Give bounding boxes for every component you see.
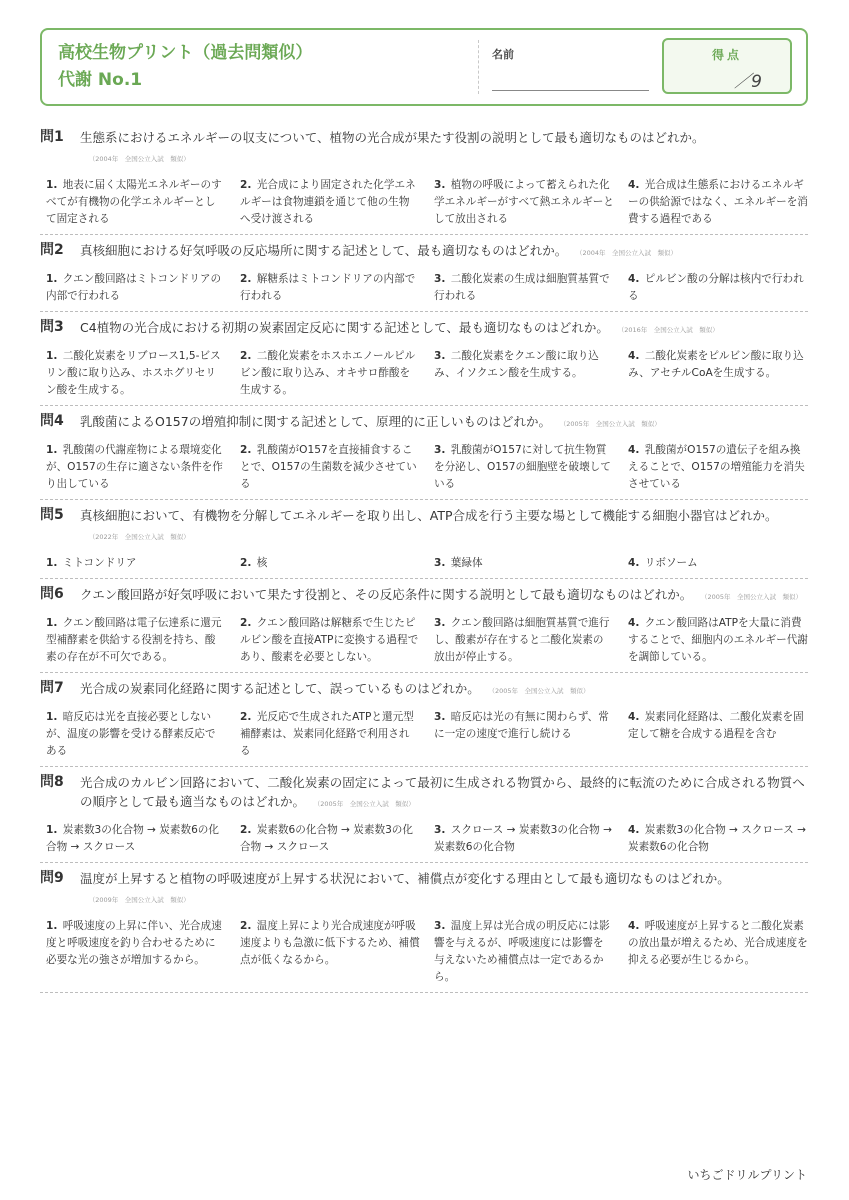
choice-number: 4. bbox=[628, 711, 640, 723]
choice-number: 2. bbox=[240, 444, 252, 456]
choice-option[interactable] bbox=[428, 348, 614, 399]
choice-text: 解糖系はミトコンドリアの内部で行われる bbox=[240, 273, 416, 302]
choice-option[interactable] bbox=[234, 918, 420, 986]
choice-option[interactable] bbox=[622, 442, 808, 493]
question-2 bbox=[40, 235, 808, 312]
choice-option[interactable] bbox=[428, 822, 614, 856]
choice-text: 乳酸菌がO157の遺伝子を組み換えることで、O157の増殖能力を消失させている bbox=[628, 444, 805, 490]
question-7 bbox=[40, 673, 808, 767]
title-block bbox=[58, 40, 312, 94]
question-stem bbox=[40, 679, 808, 701]
question-stem bbox=[40, 318, 808, 340]
choice-option[interactable] bbox=[234, 348, 420, 399]
question-number: 問9 bbox=[40, 870, 64, 886]
choice-text: 炭素同化経路は、二酸化炭素を固定して糖を合成する過程を含む bbox=[628, 711, 804, 740]
choice-text: 炭素数3の化合物 → スクロース → 炭素数6の化合物 bbox=[628, 824, 806, 853]
name-field[interactable] bbox=[492, 90, 649, 91]
question-source: （2004年 全国公立入試 類似） bbox=[579, 249, 678, 257]
choice-option[interactable] bbox=[40, 348, 226, 399]
choice-number: 3. bbox=[434, 273, 446, 285]
question-source: （2022年 全国公立入試 類似） bbox=[92, 533, 190, 541]
choice-option[interactable] bbox=[40, 177, 226, 228]
choice-text: スクロース → 炭素数3の化合物 → 炭素数6の化合物 bbox=[434, 824, 612, 853]
choice-number: 3. bbox=[434, 350, 446, 362]
choice-text: 二酸化炭素をピルビン酸に取り込み、アセチルCoAを生成する。 bbox=[628, 350, 804, 379]
choice-number: 1. bbox=[46, 920, 58, 932]
question-text: 光合成のカルビン回路において、二酸化炭素の固定によって最初に生成される物質から、最終的に転流のために合成される物質への順序として最も適当なものはどれか。 bbox=[80, 775, 805, 809]
choice-option[interactable] bbox=[622, 709, 808, 760]
choice-text: 乳酸菌がO157を直接捕食することで、O157の生菌数を減少させている bbox=[240, 444, 417, 490]
choice-option[interactable] bbox=[234, 442, 420, 493]
choice-number: 1. bbox=[46, 824, 58, 836]
choice-list bbox=[40, 348, 808, 399]
question-stem bbox=[40, 506, 808, 547]
choice-text: 核 bbox=[256, 557, 268, 569]
question-text: 乳酸菌によるO157の増殖抑制に関する記述として、原理的に正しいものはどれか。 bbox=[80, 414, 551, 429]
worksheet-subtitle: 代謝 No.1 bbox=[58, 70, 143, 90]
question-1 bbox=[40, 122, 808, 235]
choice-list bbox=[40, 442, 808, 493]
choice-number: 4. bbox=[628, 824, 640, 836]
question-stem bbox=[40, 412, 808, 434]
choice-text: 光合成により固定された化学エネルギーは食物連鎖を通じて他の生物へ受け渡される bbox=[240, 179, 416, 225]
choice-number: 4. bbox=[628, 557, 640, 569]
choice-number: 3. bbox=[434, 617, 446, 629]
choice-text: 二酸化炭素をホスホエノールピルビン酸に取り込み、オキサロ酢酸を生成する。 bbox=[240, 350, 416, 396]
question-source: （2005年 全国公立入試 類似） bbox=[562, 420, 661, 428]
choice-number: 3. bbox=[434, 444, 446, 456]
choice-option[interactable] bbox=[40, 442, 226, 493]
question-9 bbox=[40, 863, 808, 993]
choice-text: ピルビン酸の分解は核内で行われる bbox=[628, 273, 804, 302]
choice-text: 炭素数3の化合物 → 炭素数6の化合物 → スクロース bbox=[46, 824, 219, 853]
choice-option[interactable] bbox=[428, 177, 614, 228]
question-stem bbox=[40, 241, 808, 263]
question-text: C4植物の光合成における初期の炭素固定反応に関する記述として、最も適切なものはどれか。 bbox=[80, 320, 609, 335]
choice-text: クエン酸回路は解糖系で生じたピルビン酸を直接ATPに変換する過程であり、酸素を必要としない。 bbox=[240, 617, 419, 663]
question-text: 真核細胞において、有機物を分解してエネルギーを取り出し、ATP合成を行う主要な場として機能する細胞小器官はどれか。 bbox=[80, 508, 778, 523]
choice-number: 1. bbox=[46, 444, 58, 456]
choice-number: 3. bbox=[434, 711, 446, 723]
choice-text: 光合成は生態系におけるエネルギーの供給源ではなく、エネルギーを消費する過程である bbox=[628, 179, 808, 225]
choice-list bbox=[40, 709, 808, 760]
question-text: 真核細胞における好気呼吸の反応場所に関する記述として、最も適切なものはどれか。 bbox=[80, 243, 568, 258]
question-number: 問2 bbox=[40, 242, 64, 258]
choice-text: 呼吸速度が上昇すると二酸化炭素の放出量が増えるため、光合成速度を抑える必要が生じるから。 bbox=[628, 920, 808, 966]
choice-number: 2. bbox=[240, 920, 252, 932]
choice-number: 1. bbox=[46, 350, 58, 362]
question-number: 問5 bbox=[40, 507, 64, 523]
name-label: 名前 bbox=[492, 48, 514, 61]
choice-option[interactable] bbox=[622, 918, 808, 986]
choice-number: 2. bbox=[240, 350, 252, 362]
question-4 bbox=[40, 406, 808, 500]
question-stem bbox=[40, 869, 808, 910]
worksheet-header bbox=[40, 28, 808, 106]
choice-text: 暗反応は光の有無に関わらず、常に一定の速度で進行し続ける bbox=[434, 711, 609, 740]
choice-option[interactable] bbox=[622, 822, 808, 856]
choice-text: リボソーム bbox=[644, 557, 698, 569]
question-number: 問4 bbox=[40, 413, 64, 429]
question-stem bbox=[40, 585, 808, 607]
worksheet-title: 高校生物プリント（過去問類似） bbox=[58, 43, 313, 63]
choice-option[interactable] bbox=[428, 555, 614, 572]
question-source: （2009年 全国公立入試 類似） bbox=[92, 896, 190, 904]
choice-option[interactable] bbox=[622, 555, 808, 572]
choice-number: 1. bbox=[46, 711, 58, 723]
question-number: 問6 bbox=[40, 586, 64, 602]
choice-number: 4. bbox=[628, 617, 640, 629]
choice-text: 二酸化炭素をクエン酸に取り込み、イソクエン酸を生成する。 bbox=[434, 350, 599, 379]
choice-option[interactable] bbox=[622, 615, 808, 666]
choice-option[interactable] bbox=[622, 348, 808, 399]
choice-number: 1. bbox=[46, 617, 58, 629]
choice-text: クエン酸回路はATPを大量に消費することで、細胞内のエネルギー代謝を調節している。 bbox=[628, 617, 808, 663]
choice-number: 4. bbox=[628, 920, 640, 932]
choice-text: 乳酸菌の代謝産物による環境変化が、O157の生存に適さない条件を作り出している bbox=[46, 444, 223, 490]
choice-option[interactable] bbox=[234, 555, 420, 572]
choice-text: 温度上昇により光合成速度が呼吸速度よりも急激に低下するため、補償点が低くなるから。 bbox=[240, 920, 420, 966]
choice-number: 4. bbox=[628, 273, 640, 285]
choice-number: 2. bbox=[240, 179, 252, 191]
choice-option[interactable] bbox=[428, 615, 614, 666]
choice-number: 2. bbox=[240, 273, 252, 285]
choice-option[interactable] bbox=[40, 555, 226, 572]
question-number: 問8 bbox=[40, 774, 64, 790]
header-divider bbox=[478, 40, 479, 94]
choice-option[interactable] bbox=[40, 822, 226, 856]
choice-text: 葉緑体 bbox=[450, 557, 483, 569]
question-number: 問1 bbox=[40, 129, 64, 145]
question-source: （2005年 全国公立入試 類似） bbox=[491, 687, 590, 695]
choice-option[interactable] bbox=[428, 709, 614, 760]
choice-number: 2. bbox=[240, 824, 252, 836]
choice-text: クエン酸回路は細胞質基質で進行し、酸素が存在すると二酸化炭素の放出が停止する。 bbox=[434, 617, 610, 663]
question-5 bbox=[40, 500, 808, 579]
choice-text: 呼吸速度の上昇に伴い、光合成速度と呼吸速度を釣り合わせるために必要な光の強さが増加するから。 bbox=[46, 920, 222, 966]
choice-number: 2. bbox=[240, 617, 252, 629]
choice-option[interactable] bbox=[428, 918, 614, 986]
choice-option[interactable] bbox=[40, 615, 226, 666]
choice-option[interactable] bbox=[234, 615, 420, 666]
choice-number: 3. bbox=[434, 557, 446, 569]
question-source: （2005年 全国公立入試 類似） bbox=[317, 800, 415, 808]
choice-text: 二酸化炭素の生成は細胞質基質で行われる bbox=[434, 273, 610, 302]
choice-option[interactable] bbox=[234, 822, 420, 856]
choice-option[interactable] bbox=[622, 177, 808, 228]
choice-number: 4. bbox=[628, 444, 640, 456]
question-source: （2005年 全国公立入試 類似） bbox=[704, 593, 803, 601]
choice-text: 暗反応は光を直接必要としないが、温度の影響を受ける酵素反応である bbox=[46, 711, 216, 757]
choice-option[interactable] bbox=[40, 918, 226, 986]
choice-number: 3. bbox=[434, 179, 446, 191]
choice-text: クエン酸回路は電子伝達系に還元型補酵素を供給する役割を持ち、酸素の存在が不可欠である。 bbox=[46, 617, 222, 663]
choice-option[interactable] bbox=[234, 709, 420, 760]
choice-option[interactable] bbox=[622, 271, 808, 305]
choice-list bbox=[40, 555, 808, 572]
choice-text: クエン酸回路はミトコンドリアの内部で行われる bbox=[46, 273, 222, 302]
choice-number: 3. bbox=[434, 920, 446, 932]
choice-text: 二酸化炭素をリブロース1,5-ビスリン酸に取り込み、ホスホグリセリン酸を生成する。 bbox=[46, 350, 221, 396]
question-3 bbox=[40, 312, 808, 406]
choice-text: 炭素数6の化合物 → 炭素数3の化合物 → スクロース bbox=[240, 824, 413, 853]
question-number: 問7 bbox=[40, 680, 64, 696]
choice-list bbox=[40, 615, 808, 666]
question-list bbox=[40, 122, 808, 993]
choice-option[interactable] bbox=[428, 442, 614, 493]
choice-number: 2. bbox=[240, 711, 252, 723]
question-number: 問3 bbox=[40, 319, 64, 335]
choice-number: 1. bbox=[46, 557, 58, 569]
question-8 bbox=[40, 767, 808, 863]
choice-number: 2. bbox=[240, 557, 252, 569]
question-source: （2016年 全国公立入試 類似） bbox=[620, 326, 719, 334]
choice-text: 地表に届く太陽光エネルギーのすべてが有機物の化学エネルギーとして固定される bbox=[46, 179, 222, 225]
question-6 bbox=[40, 579, 808, 673]
question-stem bbox=[40, 773, 808, 814]
choice-list bbox=[40, 271, 808, 305]
question-text: クエン酸回路が好気呼吸において果たす役割と、その反応条件に関する説明として最も適切なものはどれか。 bbox=[80, 587, 693, 602]
question-source: （2004年 全国公立入試 類似） bbox=[92, 155, 190, 163]
choice-option[interactable] bbox=[234, 177, 420, 228]
choice-option[interactable] bbox=[428, 271, 614, 305]
footer-brand: いちごドリルプリント bbox=[687, 1168, 807, 1182]
choice-list bbox=[40, 177, 808, 228]
choice-text: 温度上昇は光合成の明反応には影響を与えるが、呼吸速度には影響を与えないため補償点は一定であるから。 bbox=[434, 920, 610, 983]
choice-number: 1. bbox=[46, 273, 58, 285]
choice-list bbox=[40, 822, 808, 856]
question-text: 生態系におけるエネルギーの収支について、植物の光合成が果たす役割の説明として最も適切なものはどれか。 bbox=[80, 130, 705, 145]
choice-number: 4. bbox=[628, 350, 640, 362]
choice-number: 3. bbox=[434, 824, 446, 836]
question-text: 温度が上昇すると植物の呼吸速度が上昇する状況において、補償点が変化する理由として最も適切なものはどれか。 bbox=[80, 871, 730, 886]
score-box bbox=[662, 38, 792, 94]
score-label: 得点 bbox=[711, 48, 742, 62]
choice-option[interactable] bbox=[40, 709, 226, 760]
choice-text: ミトコンドリア bbox=[62, 557, 137, 569]
choice-text: 光反応で生成されたATPと還元型補酵素は、炭素同化経路で利用される bbox=[240, 711, 414, 757]
question-text: 光合成の炭素同化経路に関する記述として、誤っているものはどれか。 bbox=[80, 681, 480, 696]
choice-list bbox=[40, 918, 808, 986]
score-value: ／9 bbox=[734, 72, 762, 92]
choice-option[interactable] bbox=[234, 271, 420, 305]
choice-text: 植物の呼吸によって蓄えられた化学エネルギーがすべて熱エネルギーとして放出される bbox=[434, 179, 614, 225]
question-stem bbox=[40, 128, 808, 169]
choice-number: 4. bbox=[628, 179, 640, 191]
choice-text: 乳酸菌がO157に対して抗生物質を分泌し、O157の細胞壁を破壊している bbox=[434, 444, 611, 490]
choice-number: 1. bbox=[46, 179, 58, 191]
choice-option[interactable] bbox=[40, 271, 226, 305]
